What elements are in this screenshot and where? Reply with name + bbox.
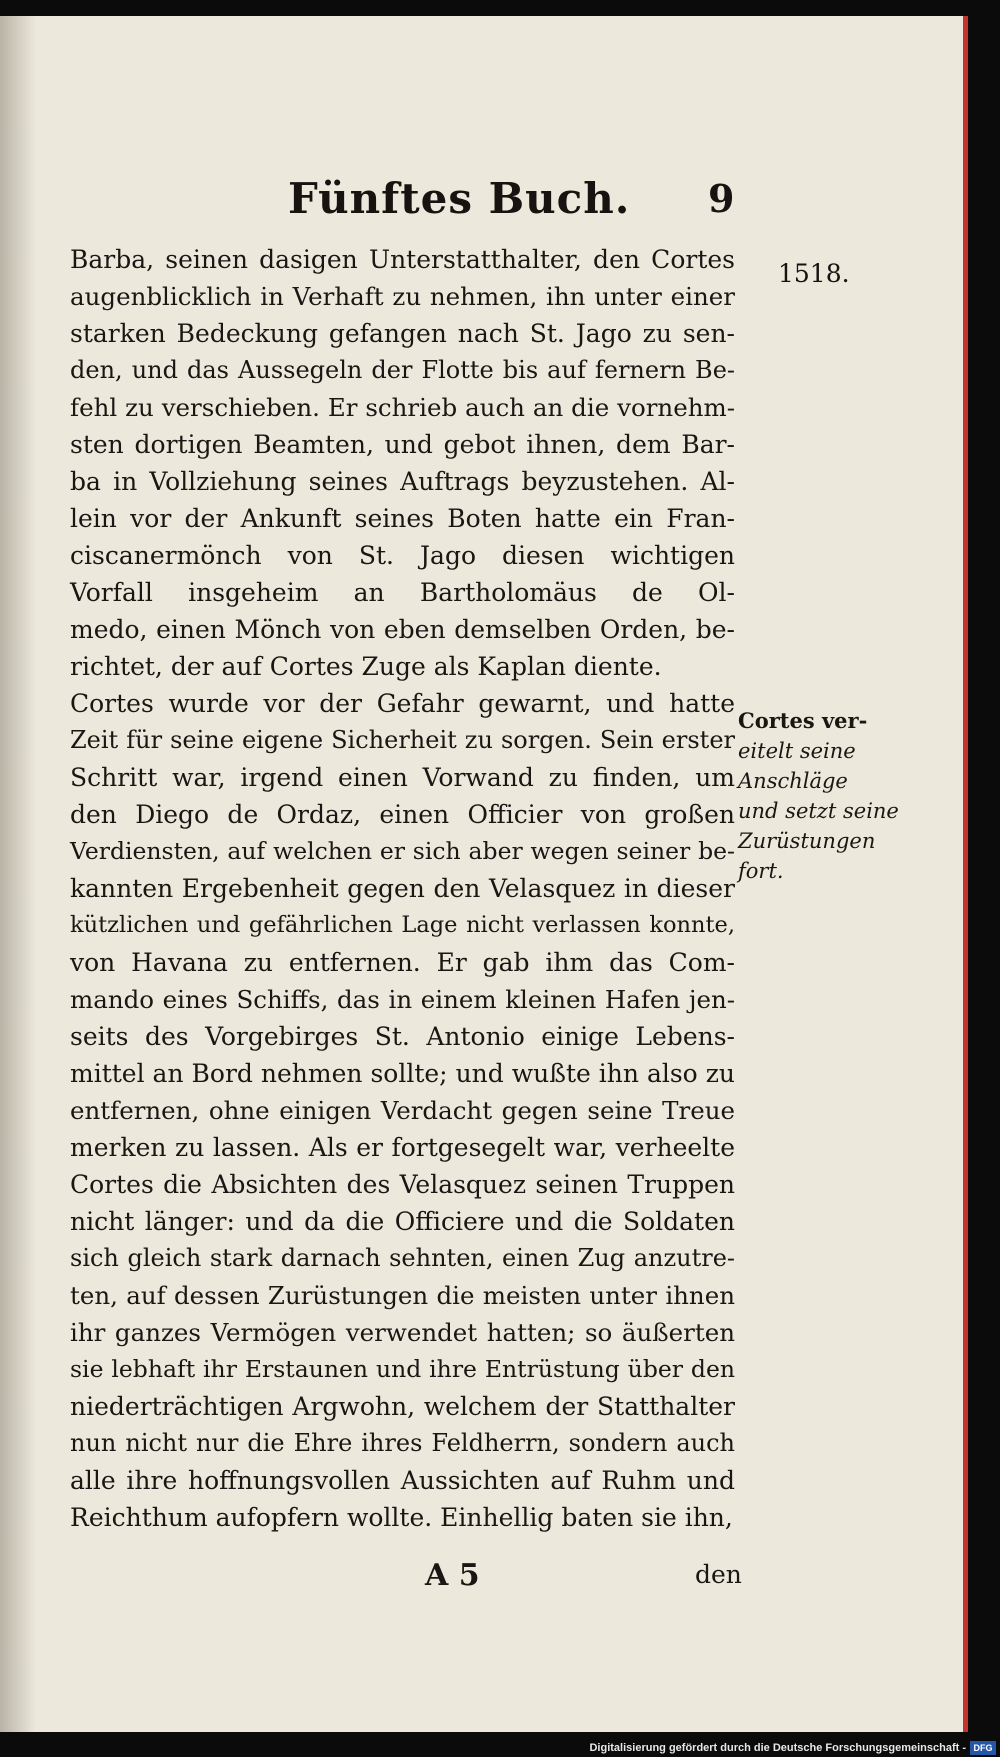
- text-line: nicht länger: und da die Officiere und die Soldaten: [70, 1207, 735, 1236]
- text-line: seits des Vorgebirges St. Antonio einige Lebens-: [70, 1022, 735, 1051]
- main-text-block: [70, 241, 735, 1536]
- text-line: ihr ganzes Vermögen verwendet hatten; so äußerten: [70, 1318, 735, 1347]
- text-line: Cortes die Absichten des Velasquez seinen Truppen: [70, 1170, 735, 1199]
- text-line: Reichthum aufopfern wollte. Einhellig baten sie ihn,: [70, 1503, 733, 1532]
- text-line: sie lebhaft ihr Erstaunen und ihre Entrüstung über den: [70, 1355, 735, 1383]
- text-line: sten dortigen Beamten, und gebot ihnen, dem Bar-: [70, 430, 735, 459]
- text-line: Vorfall insgeheim an Bartholomäus de Ol-: [70, 578, 735, 607]
- digitization-credit: Digitalisierung gefördert durch die Deutsche Forschungsgemeinschaft -: [589, 1742, 966, 1754]
- book-page: [0, 16, 968, 1732]
- text-line: Barba, seinen dasigen Unterstatthalter, den Cortes: [70, 245, 735, 274]
- marginal-note: [738, 706, 898, 886]
- text-line: von Havana zu entfernen. Er gab ihm das Com-: [70, 948, 735, 977]
- marginal-note-line: Cortes ver-: [738, 708, 868, 733]
- text-line: mittel an Bord nehmen sollte; und wußte ihn also zu: [70, 1059, 735, 1088]
- text-line: sich gleich stark darnach sehnten, einen Zug anzutre-: [70, 1244, 735, 1272]
- signature-mark: A 5: [425, 1558, 480, 1593]
- text-line: kützlichen und gefährlichen Lage nicht verlassen konnte,: [70, 912, 735, 938]
- marginal-note-line: fort.: [738, 859, 784, 883]
- text-line: ba in Vollziehung seines Auftrags beyzustehen. Al-: [70, 467, 735, 496]
- text-line: richtet, der auf Cortes Zuge als Kaplan diente.: [70, 652, 662, 681]
- text-line: mando eines Schiffs, das in einem kleinen Hafen jen-: [70, 985, 735, 1014]
- text-line: den, und das Aussegeln der Flotte bis auf fernern Be-: [70, 356, 735, 384]
- text-line: Verdiensten, auf welchen er sich aber wegen seiner be-: [70, 837, 735, 865]
- page-number: 9: [708, 176, 735, 221]
- marginal-note-line: Anschläge: [738, 769, 848, 793]
- text-line: starken Bedeckung gefangen nach St. Jago zu sen-: [70, 319, 735, 348]
- text-line: nun nicht nur die Ehre ihres Feldherrn, sondern auch: [70, 1429, 735, 1457]
- text-line: ten, auf dessen Zurüstungen die meisten unter ihnen: [70, 1281, 735, 1310]
- text-line: entfernen, ohne einigen Verdacht gegen seine Treue: [70, 1096, 735, 1125]
- marginal-note-line: eitelt seine: [738, 739, 856, 763]
- text-line: merken zu lassen. Als er fortgesegelt war, verheelte: [70, 1133, 735, 1162]
- text-line: kannten Ergebenheit gegen den Velasquez in dieser: [70, 874, 735, 903]
- text-line: augenblicklich in Verhaft zu nehmen, ihn unter einer: [70, 282, 735, 311]
- text-line: lein vor der Ankunft seines Boten hatte ein Fran-: [70, 504, 735, 533]
- text-line: niederträchtigen Argwohn, welchem der Statthalter: [70, 1392, 735, 1421]
- text-line: ciscanermönch von St. Jago diesen wichtigen: [70, 541, 735, 570]
- text-line: medo, einen Mönch von eben demselben Orden, be-: [70, 615, 735, 644]
- marginal-year: 1518.: [778, 259, 850, 288]
- text-line: Schritt war, irgend einen Vorwand zu finden, um: [70, 763, 735, 792]
- text-line: alle ihre hoffnungsvollen Aussichten auf Ruhm und: [70, 1466, 735, 1495]
- running-head: Fünftes Buch.: [288, 174, 631, 223]
- text-line: fehl zu verschieben. Er schrieb auch an die vornehm-: [70, 393, 735, 422]
- dfg-logo: DFG: [970, 1741, 996, 1755]
- catchword: den: [695, 1560, 742, 1589]
- text-line: Zeit für seine eigene Sicherheit zu sorgen. Sein erster: [70, 726, 735, 754]
- text-line: Cortes wurde vor der Gefahr gewarnt, und hatte: [70, 689, 735, 718]
- marginal-note-line: und setzt seine: [738, 799, 899, 823]
- text-line: den Diego de Ordaz, einen Officier von großen: [70, 800, 735, 829]
- marginal-note-line: Zurüstungen: [738, 829, 876, 853]
